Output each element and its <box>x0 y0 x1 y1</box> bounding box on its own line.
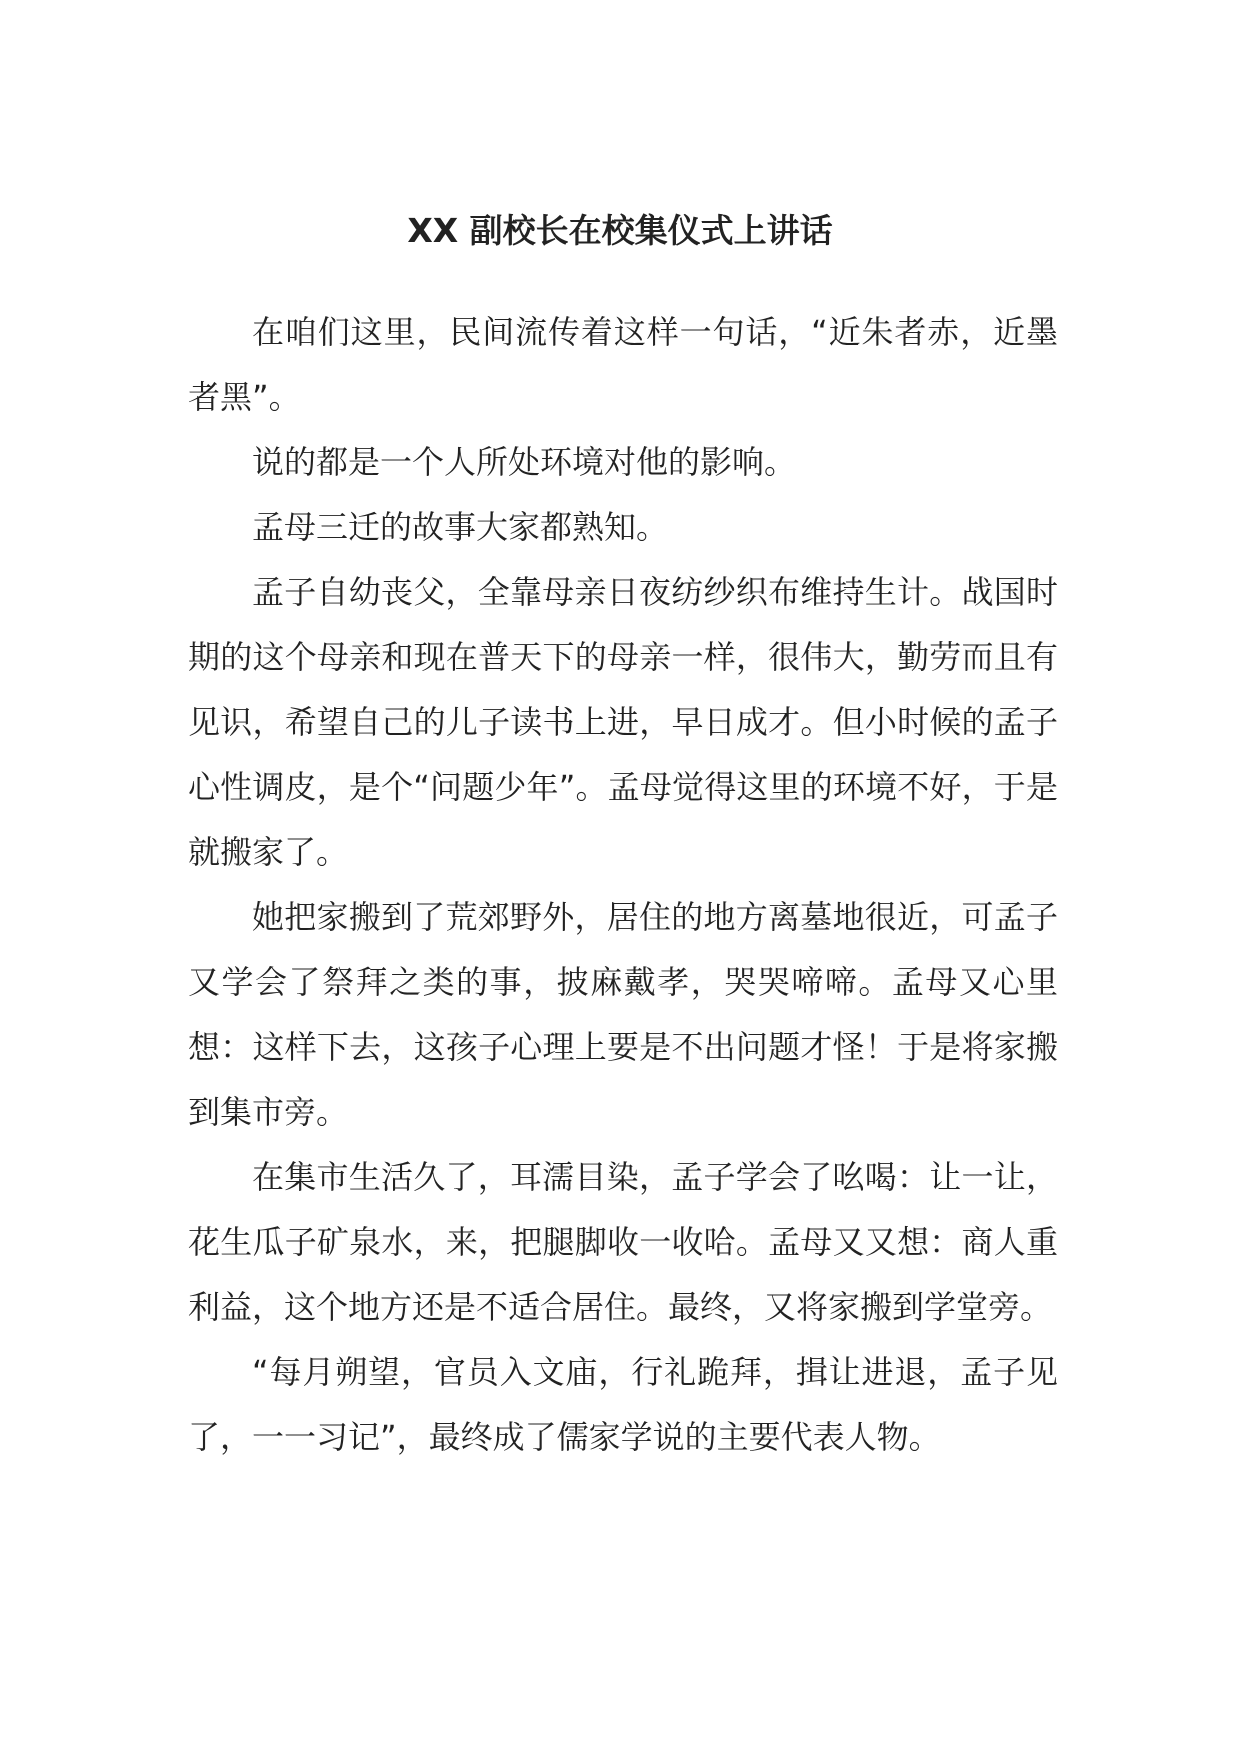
paragraph: 在集市生活久了，耳濡目染，孟子学会了吆喝：让一让，花生瓜子矿泉水，来，把腿脚收一收哈。孟母又又想：商人重利益，这个地方还是不适合居住。最终，又将家搬到学堂旁。 <box>188 1158 1058 1326</box>
paragraph: 在咱们这里，民间流传着这样一句话，“近朱者赤，近墨者黑”。 <box>188 313 1058 416</box>
paragraph: 她把家搬到了荒郊野外，居住的地方离墓地很近，可孟子又学会了祭拜之类的事，披麻戴孝，哭哭啼啼。孟母又心里想：这样下去，这孩子心理上要是不出问题才怪！于是将家搬到集市旁。 <box>188 898 1058 1131</box>
paragraph: 孟子自幼丧父，全靠母亲日夜纺纱织布维持生计。战国时期的这个母亲和现在普天下的母亲一样，很伟大，勤劳而且有见识，希望自己的儿子读书上进，早日成才。但小时候的孟子心性调皮，是个“问题少年”。孟母觉得这里的环境不好，于是就搬家了。 <box>188 573 1058 871</box>
document-body <box>188 300 1058 1470</box>
paragraph: 孟母三迁的故事大家都熟知。 <box>252 508 669 546</box>
paragraph: 说的都是一个人所处环境对他的影响。 <box>252 443 797 481</box>
paragraph: “每月朔望，官员入文庙，行礼跪拜，揖让进退，孟子见了，一一习记”，最终成了儒家学说的主要代表人物。 <box>188 1353 1058 1456</box>
document-title: XX 副校长在校集仪式上讲话 <box>407 211 833 250</box>
